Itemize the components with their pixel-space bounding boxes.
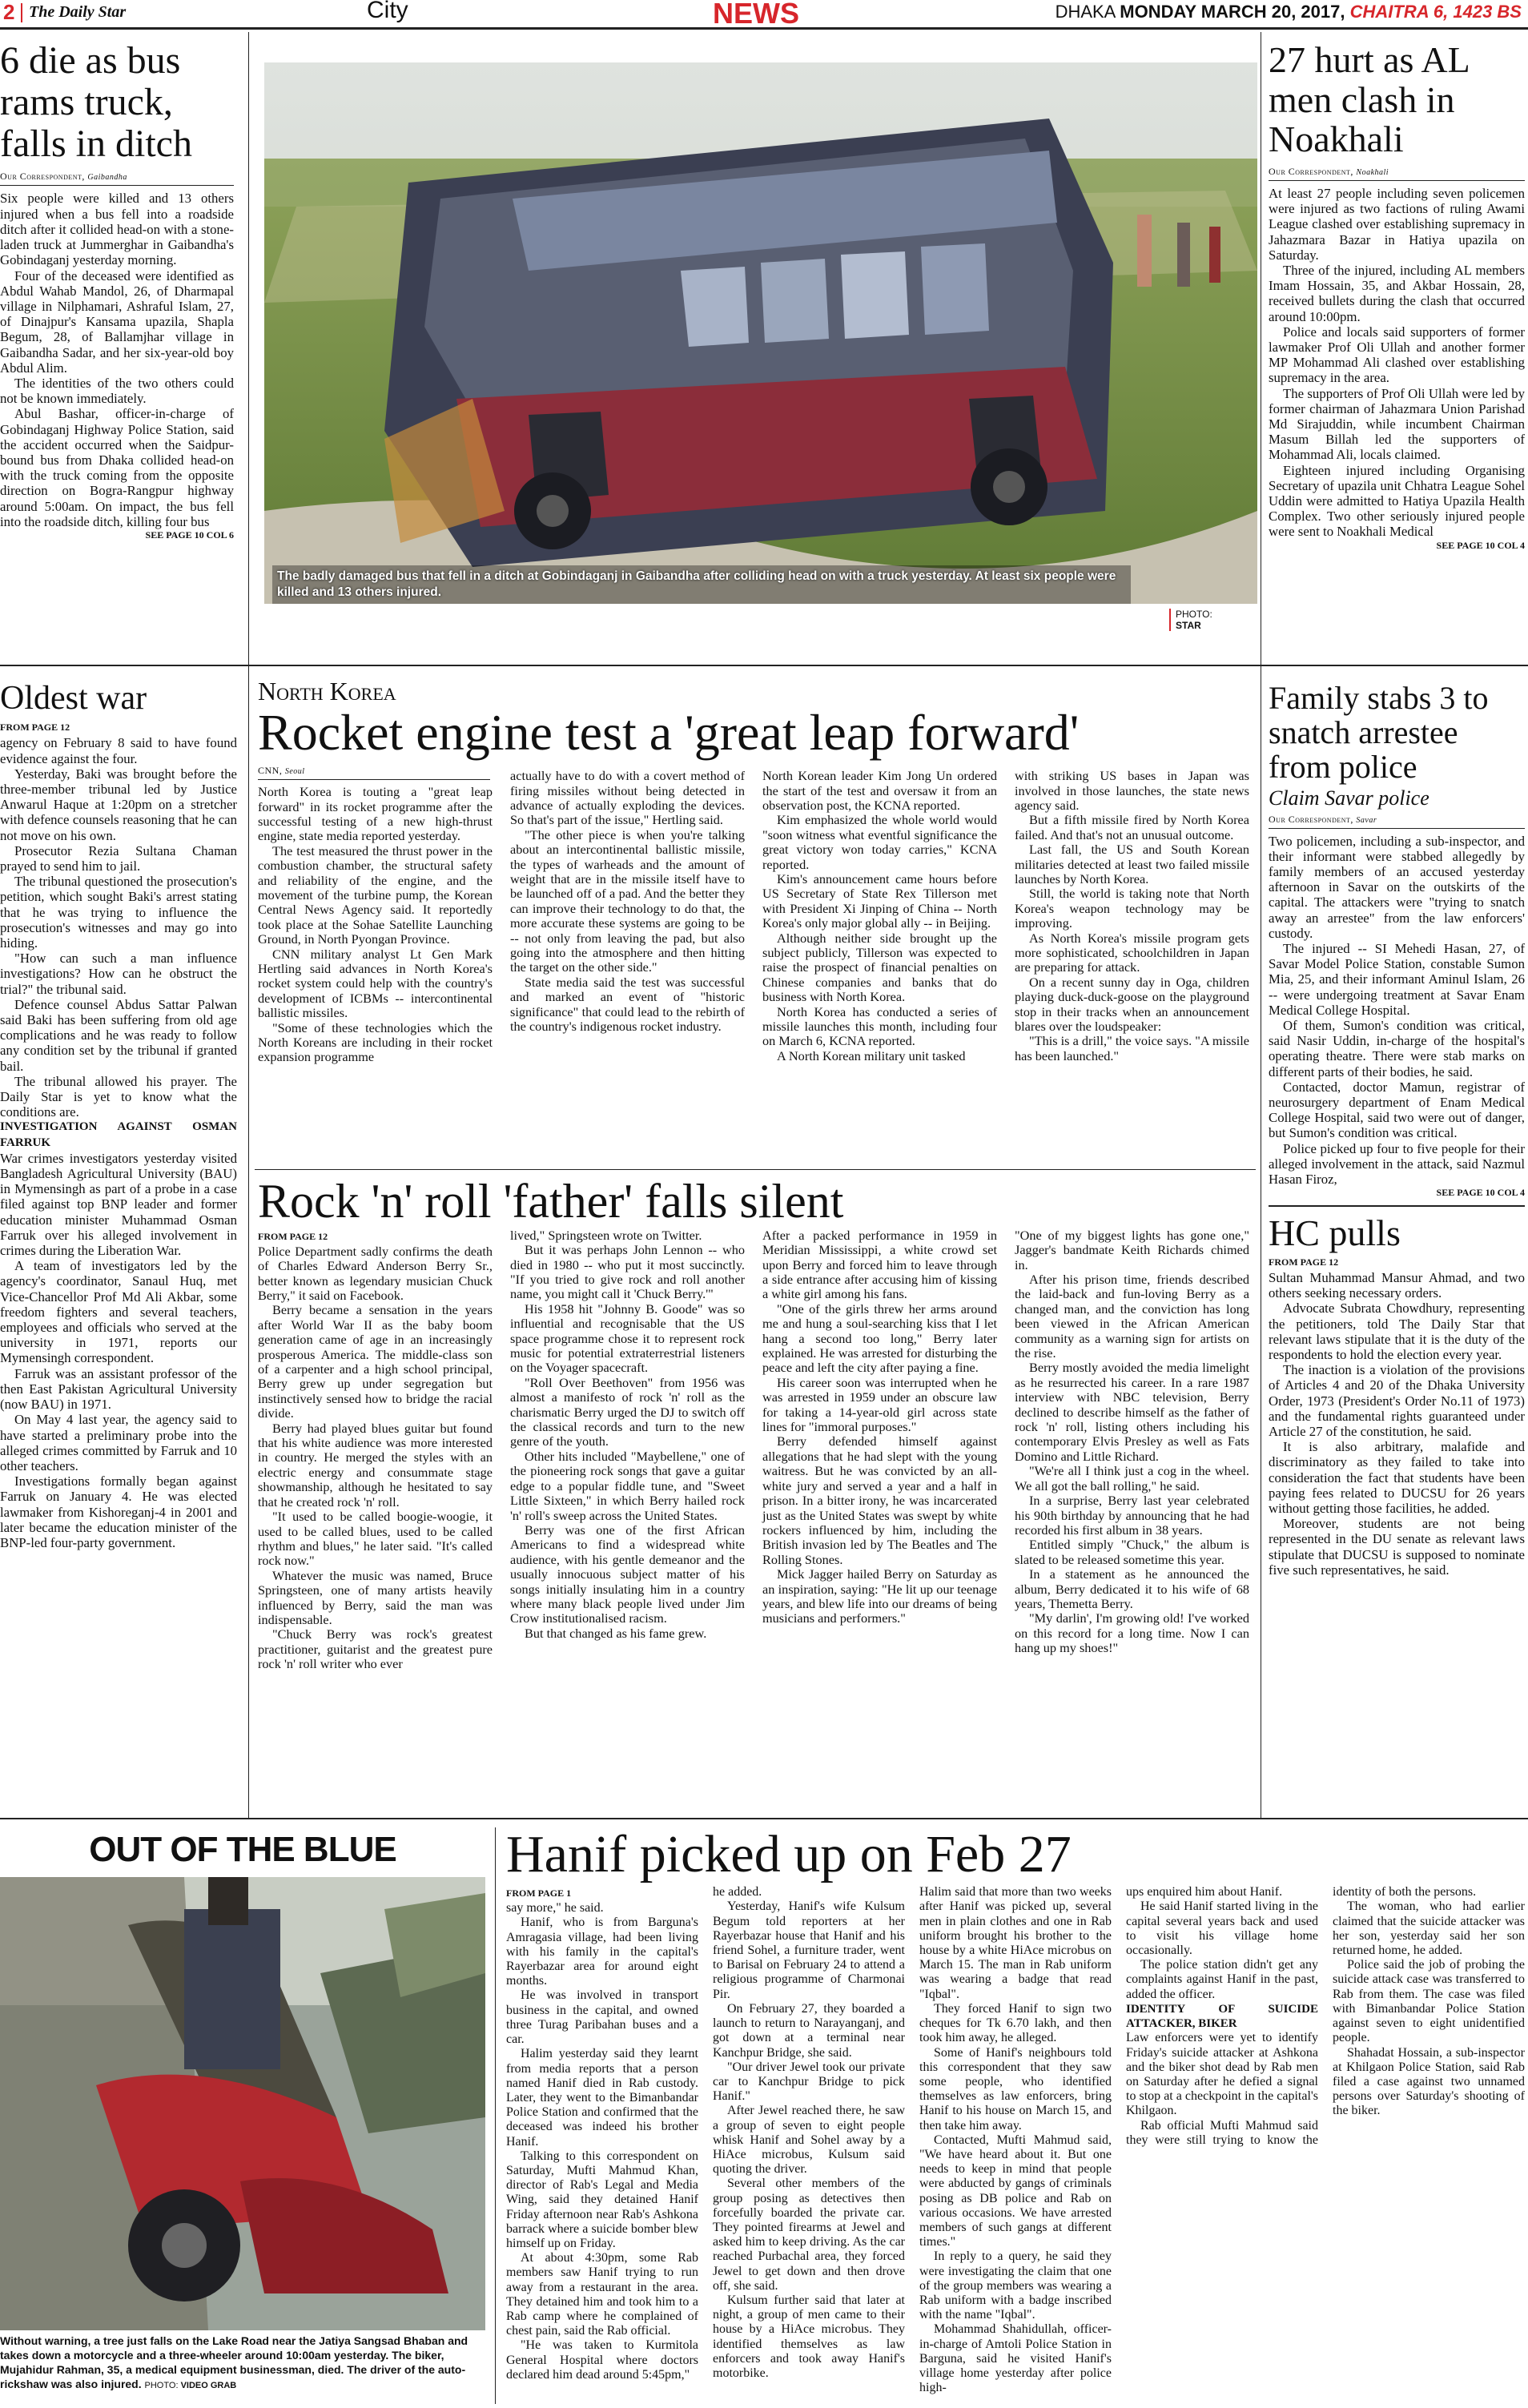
paragraph: Halim yesterday said they learnt from media reports that a person named Hanif died in Rab custody. Later, they went to the Bimanbandar Police Station and confirmed that the deceased was indeed his brother Hanif. <box>506 2047 698 2149</box>
paragraph: Four of the deceased were identified as Abdul Wahab Mandol, 26, of Dharmapal village in Nilphamari, Ashraful Islam, 27, of Dinajpur's Kansama upazila, Shapla Begum, 28, of Ballamjhar village in Gaibandha Sadar, and her six-year-old boy Abdul Alim. <box>0 267 234 376</box>
paragraph: The woman, who had earlier claimed that the suicide attacker was her son, yesterday said her son returned home, he added. <box>1333 1899 1525 1958</box>
section-name: City <box>367 0 408 23</box>
paragraph: The tribunal questioned the prosecution's petition, which sought Baki's arrest stating that he was trying to influence the prosecution's witnesses and may go into hiding. <box>0 874 237 951</box>
credit-source: STAR <box>1176 620 1201 631</box>
paragraph: North Korea has conducted a series of missile launches this month, including four on March 6, KCNA reported. <box>762 1003 997 1049</box>
paragraph: "It used to be called boogie-woogie, it used to be called blues, used to be called rhythm and blues," he later said. "It's called rock now." <box>258 1509 493 1569</box>
paragraph: "How can such a man influence investigations? How can he obstruct the trial?" the tribunal said. <box>0 951 237 997</box>
paragraph: Two policemen, including a sub-inspector, and their informant were stabbed allegedly by family members of an accused yesterday afternoon in Savar on the outskirts of the capital. The attackers were "trying to snatch away an arrestee" from the law enforcers' custody. <box>1269 833 1525 941</box>
subheading: IDENTITY OF SUICIDE ATTACKER, BIKER <box>1126 2002 1318 2031</box>
paper-name: The Daily Star <box>29 3 127 21</box>
paragraph: say more," he said. <box>506 1901 604 1916</box>
paragraph: After a packed performance in 1959 in Meridian Mississippi, a white crowd set upon Berry and forced him to leave through a side entrance after accusing him of kissing a white girl among his fans. <box>762 1227 997 1302</box>
paragraph: Other hits included "Maybellene," one of the pioneering rock songs that gave a guitar edge to a popular fiddle tune, and "Sweet Little Sixteen," in which Berry hailed rock 'n' roll's sweep across the United States. <box>510 1448 745 1523</box>
paragraph: Some of Hanif's neighbours told this correspondent that they saw some people, who identified themselves as law enforcers, bring Hanif to his house on March 15, and then take him away. <box>919 2045 1112 2133</box>
paragraph: A North Korean military unit tasked <box>777 1047 966 1063</box>
byline: CNN, Seoul <box>258 765 490 780</box>
bus-wreck-image <box>264 62 1257 604</box>
paragraph: Berry had played blues guitar but found that his white audience was more interested in country. He merged the styles with an electric energy and consummate stage showmanship, although he hesitated to say that he created rock 'n' roll. <box>258 1420 493 1510</box>
headline: 27 hurt as AL men clash in Noakhali <box>1269 39 1469 160</box>
paragraph: "My darlin', I'm growing old! I've worked on this record for a long time. Now I can hang up my shoes!" <box>1015 1610 1249 1656</box>
paragraph: actually have to do with a covert method of firing missiles without being detected in advance of actually exploding the devices. So that's part of the issue," Hertling said. <box>510 768 745 828</box>
jump-line: SEE PAGE 10 COL 4 <box>1436 1187 1525 1199</box>
paragraph: Eighteen injured including Organising Secretary of upazila unit Chhatra League Sohel Uddin were admitted to Hatiya Upazila Health Complex. Two other seriously injured people were sent to Noakhali Medical <box>1269 462 1525 540</box>
paragraph: Talking to this correspondent on Saturday, Mufti Mahmud Khan, director of Rab's Legal and Media Wing, said they detained Hanif Friday afternoon near Rab's Ashkona barrack where a suicide bomber blew himself up on Friday. <box>506 2149 698 2250</box>
paragraph: Investigations formally began against Farruk on January 4. He was elected lawmaker from Kishoreganj-4 in 2001 and later became the education minister of the BNP-led four-party government. <box>0 1473 237 1550</box>
dateline-city: DHAKA <box>1055 2 1116 22</box>
headline: Rock 'n' roll 'father' falls silent <box>258 1175 844 1228</box>
credit-label: PHOTO: <box>1176 609 1212 620</box>
article-column <box>1015 769 1249 1065</box>
article-column <box>510 1228 745 1672</box>
paragraph: Sultan Muhammad Mansur Ahmad, and two others seeking necessary orders. <box>1269 1269 1525 1301</box>
section-rule <box>255 1169 1256 1170</box>
bus-photo <box>264 62 1257 604</box>
from-line: FROM PAGE 12 <box>0 722 70 734</box>
article-column <box>713 1885 905 2395</box>
paragraph: The supporters of Prof Oli Ullah were led by former chairman of Jahazmara Union Parishad Md Sirajuddin, while incumbent Chairman Masum Billah led the supporters of Mohammad Ali, locals claimed. <box>1269 385 1525 463</box>
section-rule <box>0 665 1528 666</box>
story-noakhali <box>1269 40 1525 552</box>
subheadline: Claim Savar police <box>1269 786 1429 810</box>
paragraph: with striking US bases in Japan was involved in those launches, the state news agency said. <box>1015 768 1249 813</box>
paragraph: After his prison time, friends described the laid-back and fun-loving Berry as a changed man, and the conviction has long been viewed in the African American community as a warning sign for artists on the rise. <box>1015 1272 1249 1361</box>
article-body <box>0 735 237 1550</box>
paragraph: North Korea is touting a "great leap forward" in its rocket programme after the successful testing of a new high-thrust engine, state media reported yesterday. <box>258 784 493 844</box>
paragraph: agency on February 8 said to have found evidence against the four. <box>0 735 237 766</box>
column-rule <box>495 1827 496 2404</box>
article-body <box>1269 1270 1525 1578</box>
paragraph: "This is a drill," the voice says. "A missile has been launched." <box>1015 1033 1249 1063</box>
paragraph: The injured -- SI Mehedi Hasan, 27, of Savar Model Police Station, constable Sumon Mia, 25, and their informant Aminul Islam, 26 -- were undergoing treatment at Savar Enam Medical College Hospital. <box>1269 940 1525 1018</box>
page-number: 2 <box>3 0 15 24</box>
paragraph: State media said the test was successful and marked an event of "historic significance" that could lead to the rebirth of the country's indigenous rocket industry. <box>510 974 745 1035</box>
paragraph: As North Korea's missile program gets more sophisticated, schoolchildren in Japan are preparing for attack. <box>1015 930 1249 975</box>
story-rock <box>258 1176 1249 1672</box>
divider <box>1269 1205 1525 1207</box>
paragraph: Several other members of the group posing as detectives then forcefully boarded the private car. They pointed firearms at Jewel and asked him to keep driving. As the car reached Purbachal area, they forced Jewel to get down and then drove off, she said. <box>713 2177 905 2293</box>
masthead-divider <box>21 3 22 22</box>
article-column <box>258 785 493 1065</box>
paragraph: CNN military analyst Lt Gen Mark Hertling said advances in North Korea's rocket system could help with the country's development of ICBMs -- intercontinental ballistic missiles. <box>258 946 493 1021</box>
paragraph: The tribunal allowed his prayer. The Daily Star is yet to know what the conditions are. <box>0 1073 237 1120</box>
paragraph: Shahadat Hossain, a sub-inspector at Khilgaon Police Station, said Rab filed a case against two unnamed persons over Saturday's shooting of the biker. <box>1333 2045 1525 2118</box>
paragraph: The police station didn't get any complaints against Hanif in the past, added the officer. <box>1126 1958 1318 2001</box>
paragraph: "One of my biggest lights has gone one," Jagger's bandmate Keith Richards chimed in. <box>1015 1227 1249 1272</box>
paragraph: His career soon was interrupted when he was arrested in 1959 under an obscure law for taking a 14-year-old girl across state lines for "immoral purposes." <box>762 1374 997 1435</box>
paragraph: In a statement as he announced the album, Berry dedicated it to his wife of 68 years, Themetta Berry. <box>1015 1566 1249 1611</box>
paragraph: He was involved in transport business in the capital, and owned three Turag Paribahan buses and a car. <box>506 1988 698 2047</box>
paragraph: Whatever the music was named, Bruce Springsteen, one of many artists heavily influenced by Berry, said the man was indispensable. <box>258 1567 493 1627</box>
tree-accident-image <box>0 1877 485 2330</box>
paragraph: After Jewel reached there, he saw a group of seven to eight people whisk Hanif and Sohel away by a HiAce microbus, Kulsum said quoting the driver. <box>713 2104 905 2177</box>
paragraph: At about 4:30pm, some Rab members saw Hanif trying to run away from a restaurant in the area. They detained him and took him to a Rab camp where he complained of chest pain, said the Rab official. <box>506 2251 698 2338</box>
paragraph: "One of the girls threw her arms around me and hung a soul-searching kiss that I let hang a second too long," Berry later explained. He was arrested for disturbing the peace and left the city after paying a fine. <box>762 1300 997 1376</box>
byline: Our Correspondent, Savar <box>1269 814 1525 829</box>
paragraph: They forced Hanif to sign two cheques for Tk 6.70 lakh, and then took him away, he alleged. <box>919 2001 1112 2045</box>
paragraph: "Chuck Berry was rock's greatest practitioner, guitarist and the greatest pure rock 'n' roll writer who ever <box>258 1626 493 1672</box>
headline: HC pulls <box>1269 1212 1401 1254</box>
article-column <box>919 1885 1112 2395</box>
paragraph: Halim said that more than two weeks after Hanif was picked up, several men in plain clothes and one in Rab uniform brought his brother to the house by a white HiAce microbus on March 15. The man in Rab uniform was wearing a badge that read "Iqbal". <box>919 1885 1112 2001</box>
paragraph: Berry mostly avoided the media limelight as he resurrected his career. In a rare 1987 interview with NBC television, Berry declined to describe himself as the father of rock 'n' roll, listing others including his contemporary Elvis Presley as well as Fats Domino and Little Richard. <box>1015 1360 1249 1464</box>
paragraph: Six people were killed and 13 others injured when a bus fell into a roadside ditch after it collided head-on with a stone-laden truck at Jummerghar in Gaibandha's Gobindaganj yesterday morning. <box>0 191 234 268</box>
paragraph: Mick Jagger hailed Berry on Saturday as an inspiration, saying: "He lit up our teenage years, and blew life into our dreams of being musicians and performers." <box>762 1566 997 1626</box>
paragraph: Three of the injured, including AL members Imam Hossain, 35, and Akbar Hossain, 28, received bullets during the clash that occurred around 10:00pm. <box>1269 263 1525 324</box>
paragraph: Although neither side brought up the subject publicly, Tillerson was expected to raise the prospect of financial penalties on Chinese companies and banks that do business with North Korea. <box>762 930 997 1005</box>
paragraph: North Korean leader Kim Jong Un ordered the start of the test and oversaw it from an observation post, the KCNA reported. <box>762 768 997 813</box>
story-family <box>1269 681 1525 1578</box>
paragraph: Yesterday, Baki was brought before the three-member tribunal led by Justice Anwarul Haque at 1:20pm on a stretcher with defence counsels reasoning that he can not move on his own. <box>0 766 237 843</box>
article-column <box>506 1901 698 2395</box>
paragraph: Kim emphasized the whole world would "soon witness what eventful significance the great victory won today carries," KCNA reported. <box>762 812 997 872</box>
paragraph: Last fall, the US and South Korean militaries detected at least two failed missile launches by North Korea. <box>1015 842 1249 886</box>
story-hanif <box>506 1826 1525 2395</box>
paragraph: In a surprise, Berry last year celebrated his 90th birthday by announcing that he had recorded his first album in 38 years. <box>1015 1493 1249 1538</box>
paragraph: "He was taken to Kurmitola General Hospital where doctors declared him dead around 5:45pm," <box>506 2338 698 2382</box>
dateline <box>1056 2 1522 22</box>
photo-out-of-the-blue <box>0 1827 485 2404</box>
paragraph: Of them, Sumon's condition was critical, said Nasir Uddin, in-charge of the hospital's operating theatre. There were stab marks on different parts of their bodies, he said. <box>1269 1018 1525 1079</box>
paragraph: "The other piece is when you're talking about an intercontinental ballistic missile, the types of warheads and the amount of weight that are in the missile itself have to be launched off of a pad. And the better they can improve their technology to do that, the more accurate these systems are going to be -- not only from leaving the pad, but also going into the atmosphere and then hitting the target on the other side." <box>510 826 745 975</box>
paragraph: Police and locals said supporters of former lawmaker Prof Oli Ullah and another former MP Mohammad Ali clashed over establishing supremacy in the area. <box>1269 324 1525 386</box>
headline: 6 die as bus rams truck, falls in ditch <box>0 39 192 165</box>
paragraph: Advocate Subrata Chowdhury, representing the petitioners, told The Daily Star that relevant laws stipulate that it is the duty of the respondents to hold the election every year. <box>1269 1300 1525 1362</box>
story-bus <box>0 40 234 541</box>
article-body <box>0 191 234 529</box>
photo-credit <box>1169 609 1212 631</box>
paragraph: Berry was one of the first African Americans to find a widespread white audience, with his gentle demeanor and the usually innocuous subject matter of his songs initially insulating him in a country where many black people lived under Jim Crow institutionalised racism. <box>510 1522 745 1626</box>
paragraph: Farruk was an assistant professor of the then East Pakistan Agricultural University (now BAU) in 1971. <box>0 1365 237 1413</box>
photo-caption <box>0 2334 485 2393</box>
paragraph: "We're all I think just a cog in the wheel. We all got the ball rolling," he said. <box>1015 1463 1249 1493</box>
paragraph: Rab official Mufti Mahmud said they were still trying to know the identity of both the persons. <box>1126 1885 1477 2147</box>
photo-caption: The badly damaged bus that fell in a ditch at Gobindaganj in Gaibandha after colliding head on with a truck yesterday. At least six people were killed and 13 others injured. <box>272 565 1131 604</box>
article-body <box>1269 834 1525 1188</box>
paragraph: Mohammad Shahidullah, officer-in-charge of Amtoli Police Station in Barguna, said he visited Hanif's village home yesterday after police high- <box>919 2322 1112 2395</box>
photo-credit: PHOTO: VIDEO GRAB <box>144 2381 237 2390</box>
paragraph: A team of investigators led by the agency's coordinator, Sanaul Huq, met Vice-Chancellor Prof Md Ali Akbar, some freedom fighters and several teachers, employees and officials who served at the university in 1971, reports our Mymensingh correspondent. <box>0 1258 237 1366</box>
paragraph: The test measured the thrust power in the combustion chamber, the structural safety and reliability of the engine, and the movement of the turbine pump, the Korean Central News Agency said. It reportedly took place at the Sohae Satellite Launching Ground, in North Pyongan Province. <box>258 842 493 947</box>
paragraph: On a recent sunny day in Oga, children playing duck-duck-goose on the playground stop in their tracks when an announcement blares over the loudspeaker: <box>1015 974 1249 1035</box>
article-column <box>762 1228 997 1672</box>
paragraph: On May 4 last year, the agency said to have started a preliminary probe into the alleged crimes committed by Farruk and 10 other teachers. <box>0 1412 237 1473</box>
paragraph: Prosecutor Rezia Sultana Chaman prayed to send him to jail. <box>0 842 237 874</box>
byline: Our Correspondent, Gaibandha <box>0 171 234 186</box>
article-column <box>510 769 745 1065</box>
paragraph: Kulsum further said that later at night, a group of men came to their house by a HiAce microbus. They identified themselves as law enforcers and took away Hanif's motorbike. <box>713 2293 905 2380</box>
paragraph: ups enquired him about Hanif. <box>1126 1885 1283 1899</box>
paragraph: He said Hanif started living in the capital several years back and used to visit his village home occasionally. <box>1126 1899 1318 1958</box>
from-line: FROM PAGE 12 <box>1269 1256 1339 1268</box>
paragraph: Law enforcers were yet to identify Friday's suicide attacker at Ashkona and the biker shot dead by Rab men on Saturday after he defied a signal to stop at a checkpoint in the capital's Khilgaon. <box>1126 2031 1318 2118</box>
from-line: FROM PAGE 12 <box>258 1230 328 1242</box>
paragraph: "Some of these technologies which the North Koreans are including in their rocket expansion programme <box>258 1019 493 1065</box>
paragraph: Berry defended himself against allegations that he had slept with the young waitress. But he was convicted by an all-white jury and served a year and a half in prison. In a bitter irony, he was incarcerated just as the United States was swept by white rockers influenced by him, including the British invasion led by The Beatles and The Rolling Stones. <box>762 1433 997 1567</box>
paragraph: Still, the world is taking note that North Korea's weapon technology may be improving. <box>1015 886 1249 931</box>
paragraph: Defence counsel Abdus Sattar Palwan said Baki has been suffering from old age complications and he was ready to follow any condition set by the tribunal if granted bail. <box>0 996 237 1074</box>
paragraph: Abul Bashar, officer-in-charge of Gobindaganj Highway Police Station, said the accident occurred when the Saidpur-bound bus from Dhaka collided head-on with the truck coming from the opposite direction on Bogra-Rangpur highway around 5:00am. On impact, the bus fell into the roadside ditch, killing four bus <box>0 406 234 529</box>
masthead <box>0 0 1528 30</box>
paragraph: "Our driver Jewel took our private car to Kanchpur Bridge to pick Hanif." <box>713 2060 905 2104</box>
kicker: North Korea <box>258 677 396 706</box>
paragraph: But a fifth missile fired by North Korea failed. And that's not an unusual outcome. <box>1015 812 1249 842</box>
story-oldest-war <box>0 681 237 1550</box>
jump-line: SEE PAGE 10 COL 4 <box>1436 539 1525 551</box>
headline: Rocket engine test a 'great leap forward' <box>258 704 1080 761</box>
story-rocket <box>258 677 1249 1065</box>
column-rule <box>248 32 249 1818</box>
banner-title: OUT OF THE BLUE <box>89 1830 396 1869</box>
paragraph: Contacted, Mufti Mahmud said, "We have heard about it. But one needs to keep in mind that people were abducted by gangs of criminals posing as DB police and Rab on various occasions. We have arrested members of such gangs at different times." <box>919 2133 1112 2249</box>
paragraph: he added. <box>713 1885 762 1899</box>
article-column <box>1126 1885 1525 2395</box>
jump-line: SEE PAGE 10 COL 6 <box>145 529 234 541</box>
article-column <box>258 1244 493 1672</box>
paragraph: The identities of the two others could not be known immediately. <box>0 375 234 407</box>
article-column <box>1015 1228 1249 1672</box>
headline: Family stabs 3 to snatch arrestee from police <box>1269 680 1489 786</box>
paragraph: "Roll Over Beethoven" from 1956 was almost a manifesto of rock 'n' roll as the charismatic Berry urged the DJ to switch off the classical records and turn to the new genre of the youth. <box>510 1374 745 1449</box>
dateline-bengali: CHAITRA 6, 1423 BS <box>1349 2 1522 22</box>
byline: Our Correspondent, Noakhali <box>1269 166 1525 181</box>
section-label: NEWS <box>713 0 799 30</box>
paragraph: Entitled simply "Chuck," the album is slated to be released sometime this year. <box>1015 1537 1249 1567</box>
dateline-date: MONDAY MARCH 20, 2017, <box>1120 2 1345 22</box>
headline: Hanif picked up on Feb 27 <box>506 1825 1072 1883</box>
section-rule <box>0 1818 1528 1819</box>
paragraph: Yesterday, Hanif's wife Kulsum Begum told reporters at her Rayerbazar house that Hanif and his friend Sohel, a furniture trader, went to Barisal on February 24 to attend a religious programme of Charmonai Pir. <box>713 1899 905 2001</box>
paragraph: Contacted, doctor Mamun, registrar of neurosurgery department of Enam Medical College Hospital, said two were out of danger, but Sumon's condition was critical. <box>1269 1079 1525 1141</box>
paragraph: But it was perhaps John Lennon -- who died in 1980 -- who put it most succinctly. "If you tried to give rock and roll another name, you might call it 'Chuck Berry.'" <box>510 1242 745 1302</box>
article-body <box>1269 186 1525 540</box>
paragraph: Police said the job of probing the suicide attack case was transferred to Rab from them. The case was filed with Bimanbandar Police Station against seven to eight unidentified people. <box>1333 1958 1525 2045</box>
paragraph: At least 27 people including seven policemen were injured as two factions of ruling Awami League clashed over establishing supremacy in Jahazmara Bazar in Hatiya upazila on Saturday. <box>1269 186 1525 263</box>
caption-text: Without warning, a tree just falls on the Lake Road near the Jatiya Sangsad Bhaban and takes down a motorcycle and a three-wheeler around 10:00am yesterday. The biker, Mujahidur Rahman, 35, a medical equipment businessman, died. The driver of the auto-rickshaw was also injured. <box>0 2334 468 2390</box>
paragraph: But that changed as his fame grew. <box>525 1625 707 1641</box>
paragraph: lived," Springsteen wrote on Twitter. <box>510 1227 702 1243</box>
paragraph: It is also arbitrary, malafide and discriminatory as they failed to take into consideration the fact that students have been paying fees related to DUCSU for 26 years without getting those facilities, he added. <box>1269 1439 1525 1516</box>
paragraph: Hanif, who is from Barguna's Amragasia village, had been living with his family in the capital's Rayerbazar area for around eight months. <box>506 1916 698 1988</box>
paragraph: Berry became a sensation in the years after World War II as the baby boom generation came of age in an increasingly prosperous America. The middle-class son of a carpenter and a high school principal, Berry grew up under segregation but instinctively sensed how to bridge the racial divide. <box>258 1302 493 1421</box>
article-column <box>762 769 997 1065</box>
paragraph: On February 27, they boarded a launch to return to Narayanganj, and got down at a terminal near Kanchpur Bridge, she said. <box>713 2001 905 2060</box>
paragraph: War crimes investigators yesterday visited Bangladesh Agricultural University (BAU) in Mymensingh as part of a probe in a case filed against top BNP leader and former education minister Muhammad Osman Farruk over his alleged involvement in crimes during the Liberation War. <box>0 1150 237 1259</box>
paragraph: Police Department sadly confirms the death of Charles Edward Anderson Berry Sr., better known as legendary musician Chuck Berry," it said on Facebook. <box>258 1243 493 1304</box>
paragraph: Police picked up four to five people for their alleged involvement in the attack, said Nazmul Hasan Firoz, <box>1269 1140 1525 1188</box>
paragraph: In reply to a query, he said they were investigating the claim that one of the group members was wearing a Rab uniform with a badge inscribed with the name "Iqbal". <box>919 2249 1112 2322</box>
subheading: INVESTIGATION AGAINST OSMAN FARRUK <box>0 1120 237 1149</box>
headline: Oldest war <box>0 680 147 717</box>
paragraph: Kim's announcement came hours before US Secretary of State Rex Tillerson met with President Xi Jinping of China -- North Korea's only major global ally -- in Beijing. <box>762 870 997 931</box>
paragraph: His 1958 hit "Johnny B. Goode" was so influential and recognisable that the US space programme chose it to represent rock music for potential extraterrestrial listeners on the Voyager spacecraft. <box>510 1300 745 1376</box>
paragraph: Moreover, students are not being represented in the DU senate as relevant laws stipulate that DUCSU is supposed to nominate five such representatives, he said. <box>1269 1516 1525 1578</box>
paragraph: The inaction is a violation of the provisions of Articles 4 and 20 of the Dhaka University Order, 1973 (President's Order No.11 of 1973) and the fundamental rights guaranteed under Article 27 of the constitution, he said. <box>1269 1362 1525 1439</box>
from-line: FROM PAGE 1 <box>506 1887 572 1899</box>
